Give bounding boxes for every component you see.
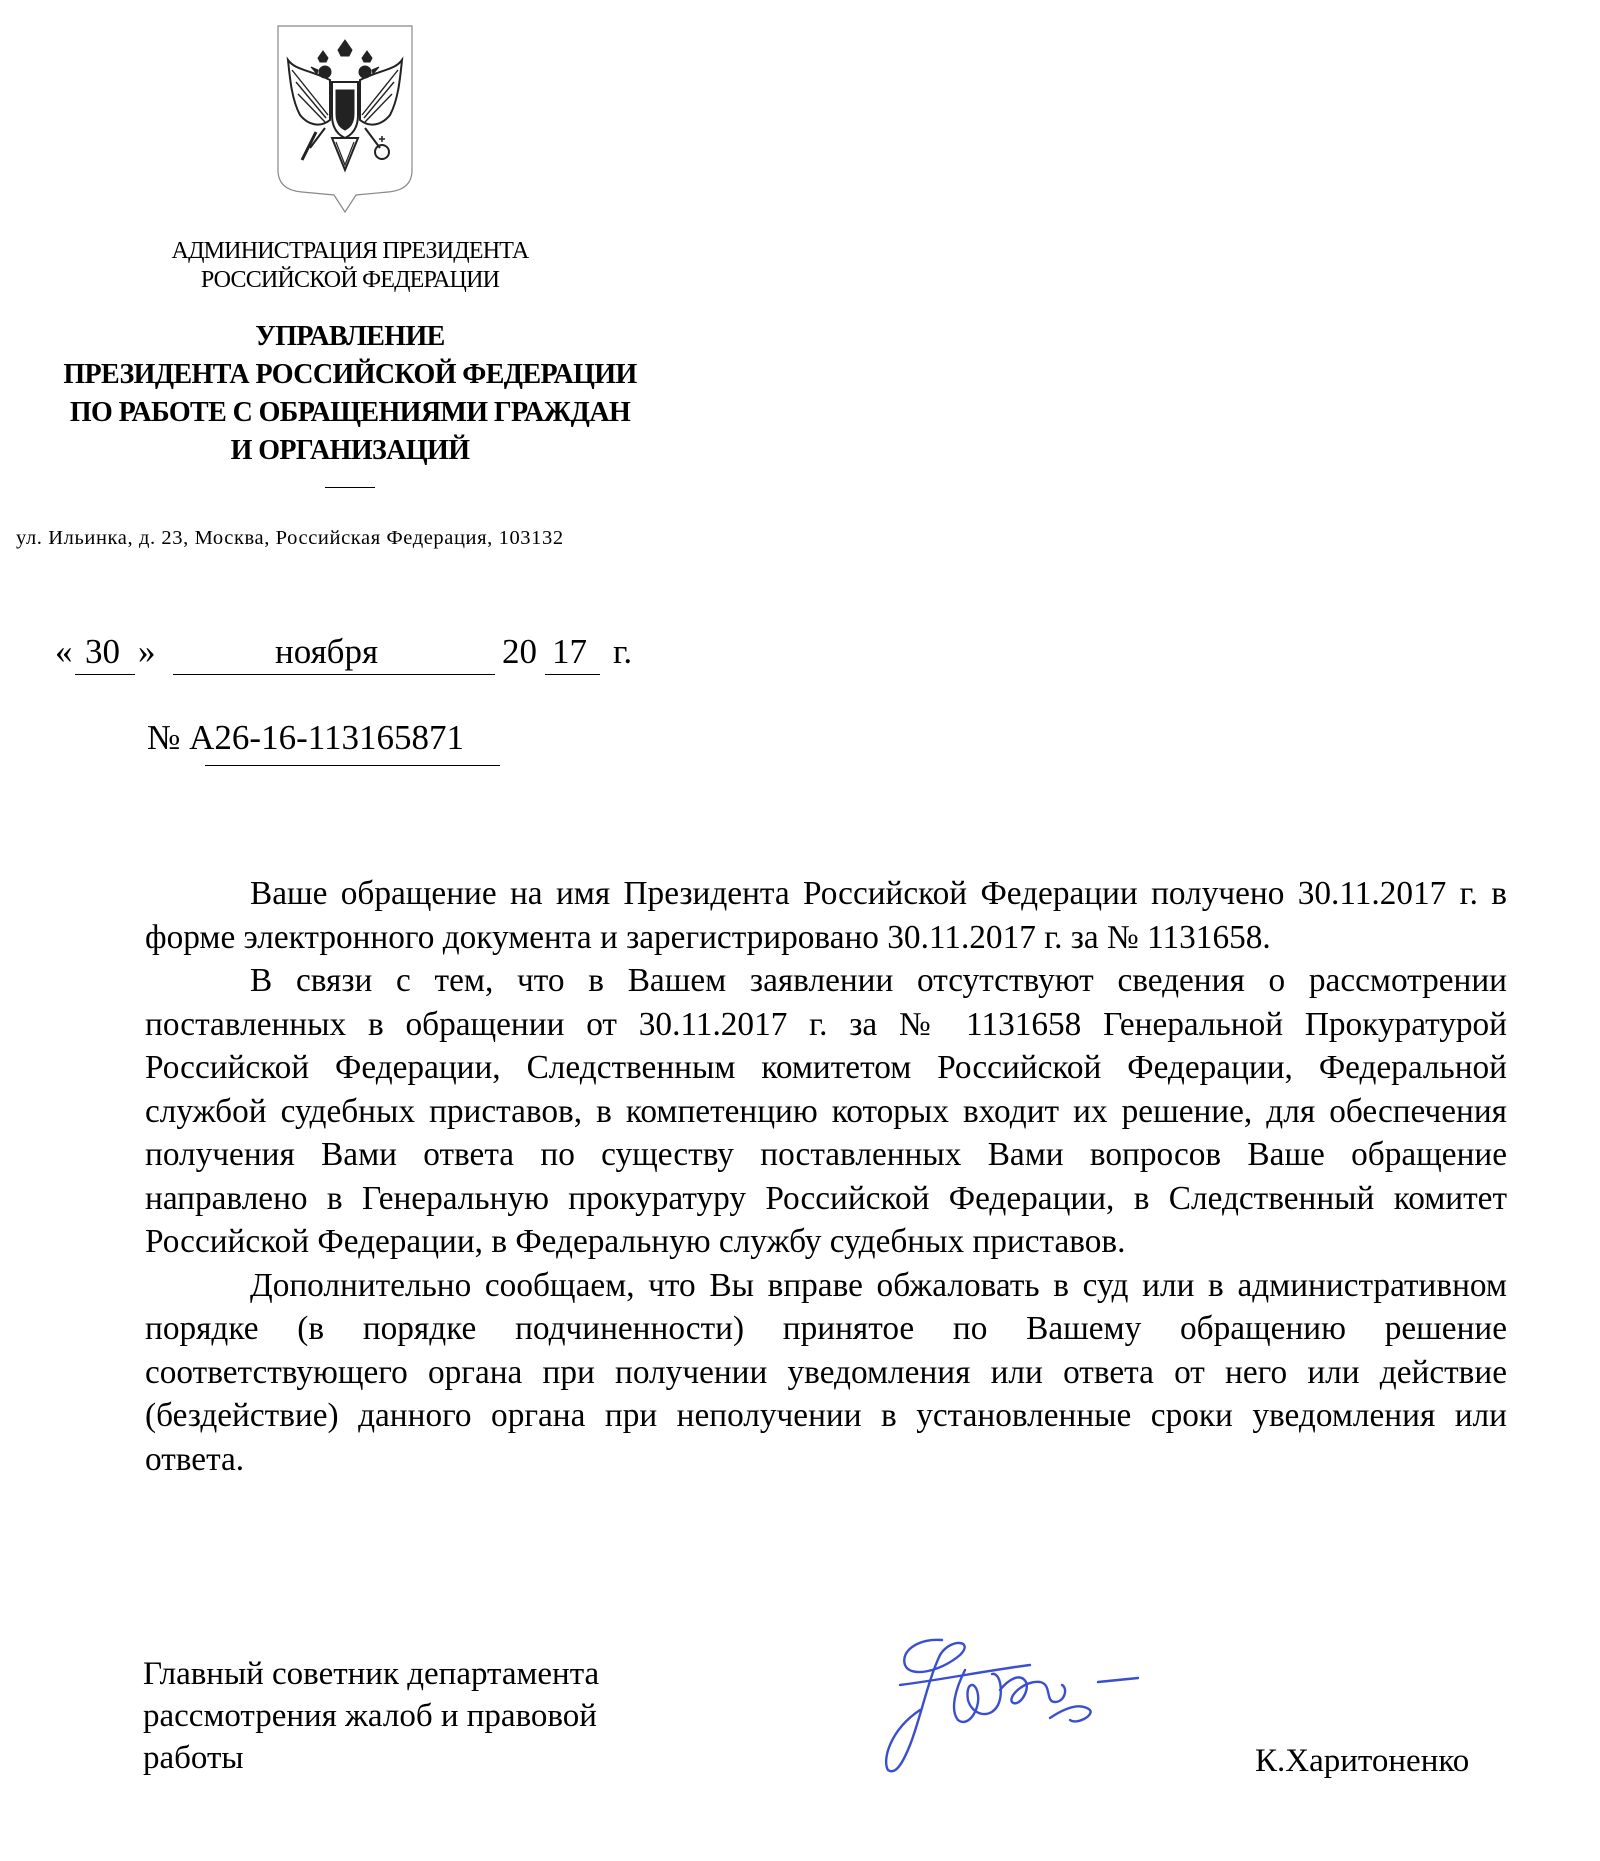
signer-position-line: рассмотрения жалоб и правовой: [143, 1698, 597, 1734]
date-year-suffix: 17: [552, 632, 587, 671]
date-year-underline: [545, 674, 600, 675]
office-address: ул. Ильинка, д. 23, Москва, Российская Федерация, 103132: [16, 527, 564, 549]
registration-label: №: [147, 718, 181, 757]
registration-number: [147, 718, 464, 758]
department-line: ПРЕЗИДЕНТА РОССИЙСКОЙ ФЕДЕРАЦИИ: [63, 359, 637, 390]
date-day-underline: [75, 674, 135, 675]
letter-body: [145, 872, 1507, 1481]
department-line: И ОРГАНИЗАЦИЙ: [230, 435, 470, 466]
date-year-marker: г.: [613, 632, 633, 671]
body-paragraph: В связи с тем, что в Вашем заявлении отсутствуют сведения о рассмотрении поставленных в обращении от 30.11.2017 г. за № 1131658 Генеральной Прокуратурой Российской Федерации, Следственным комитетом Российской Федерации, Федеральной службой судебных приставов, в компетенцию которых входит их решение, для обеспечения получения Вами ответа по существу поставленных Вами вопросов Ваше обращение направлено в Генеральную прокуратуру Российской Федерации, в Следственный комитет Российской Федерации, в Федеральную службу судебных приставов.: [145, 962, 1507, 1260]
coat-of-arms-emblem: [270, 20, 420, 215]
signee-name: К.Харитоненко: [1255, 1743, 1470, 1779]
signer-position-line: работы: [143, 1740, 244, 1776]
header-divider: [325, 487, 375, 488]
registration-underline: [205, 765, 500, 766]
administration-name: [0, 237, 700, 295]
body-paragraph: Дополнительно сообщаем, что Вы вправе обжаловать в суд или в административном порядке (в порядке подчиненности) принятое по Вашему обращению решение соответствующего органа при получении уведомления или ответа от него или действие (бездействие) данного органа при неполучении в установленные сроки уведомления или ответа.: [145, 1266, 1507, 1478]
department-line: ПО РАБОТЕ С ОБРАЩЕНИЯМИ ГРАЖДАН: [69, 397, 631, 428]
administration-line: АДМИНИСТРАЦИЯ ПРЕЗИДЕНТА: [171, 238, 529, 264]
administration-line: РОССИЙСКОЙ ФЕДЕРАЦИИ: [200, 267, 500, 293]
date-month: ноября: [275, 632, 379, 671]
date-quote-open: «: [55, 632, 73, 671]
signer-position: [143, 1653, 599, 1779]
department-line: УПРАВЛЕНИЕ: [255, 321, 445, 352]
date-quote-close: »: [138, 632, 156, 671]
date-year-prefix: 20: [502, 632, 537, 671]
date-day: 30: [85, 632, 120, 671]
handwritten-signature: [880, 1610, 1170, 1790]
document-date: [55, 632, 655, 682]
department-name: [0, 318, 700, 470]
signer-position-line: Главный советник департамента: [143, 1656, 600, 1692]
registration-value: А26-16-113165871: [189, 718, 464, 757]
body-paragraph: Ваше обращение на имя Президента Российской Федерации получено 30.11.2017 г. в форме электронного документа и зарегистрировано 30.11.2017 г. за № 1131658.: [145, 875, 1507, 956]
date-month-underline: [173, 674, 495, 675]
